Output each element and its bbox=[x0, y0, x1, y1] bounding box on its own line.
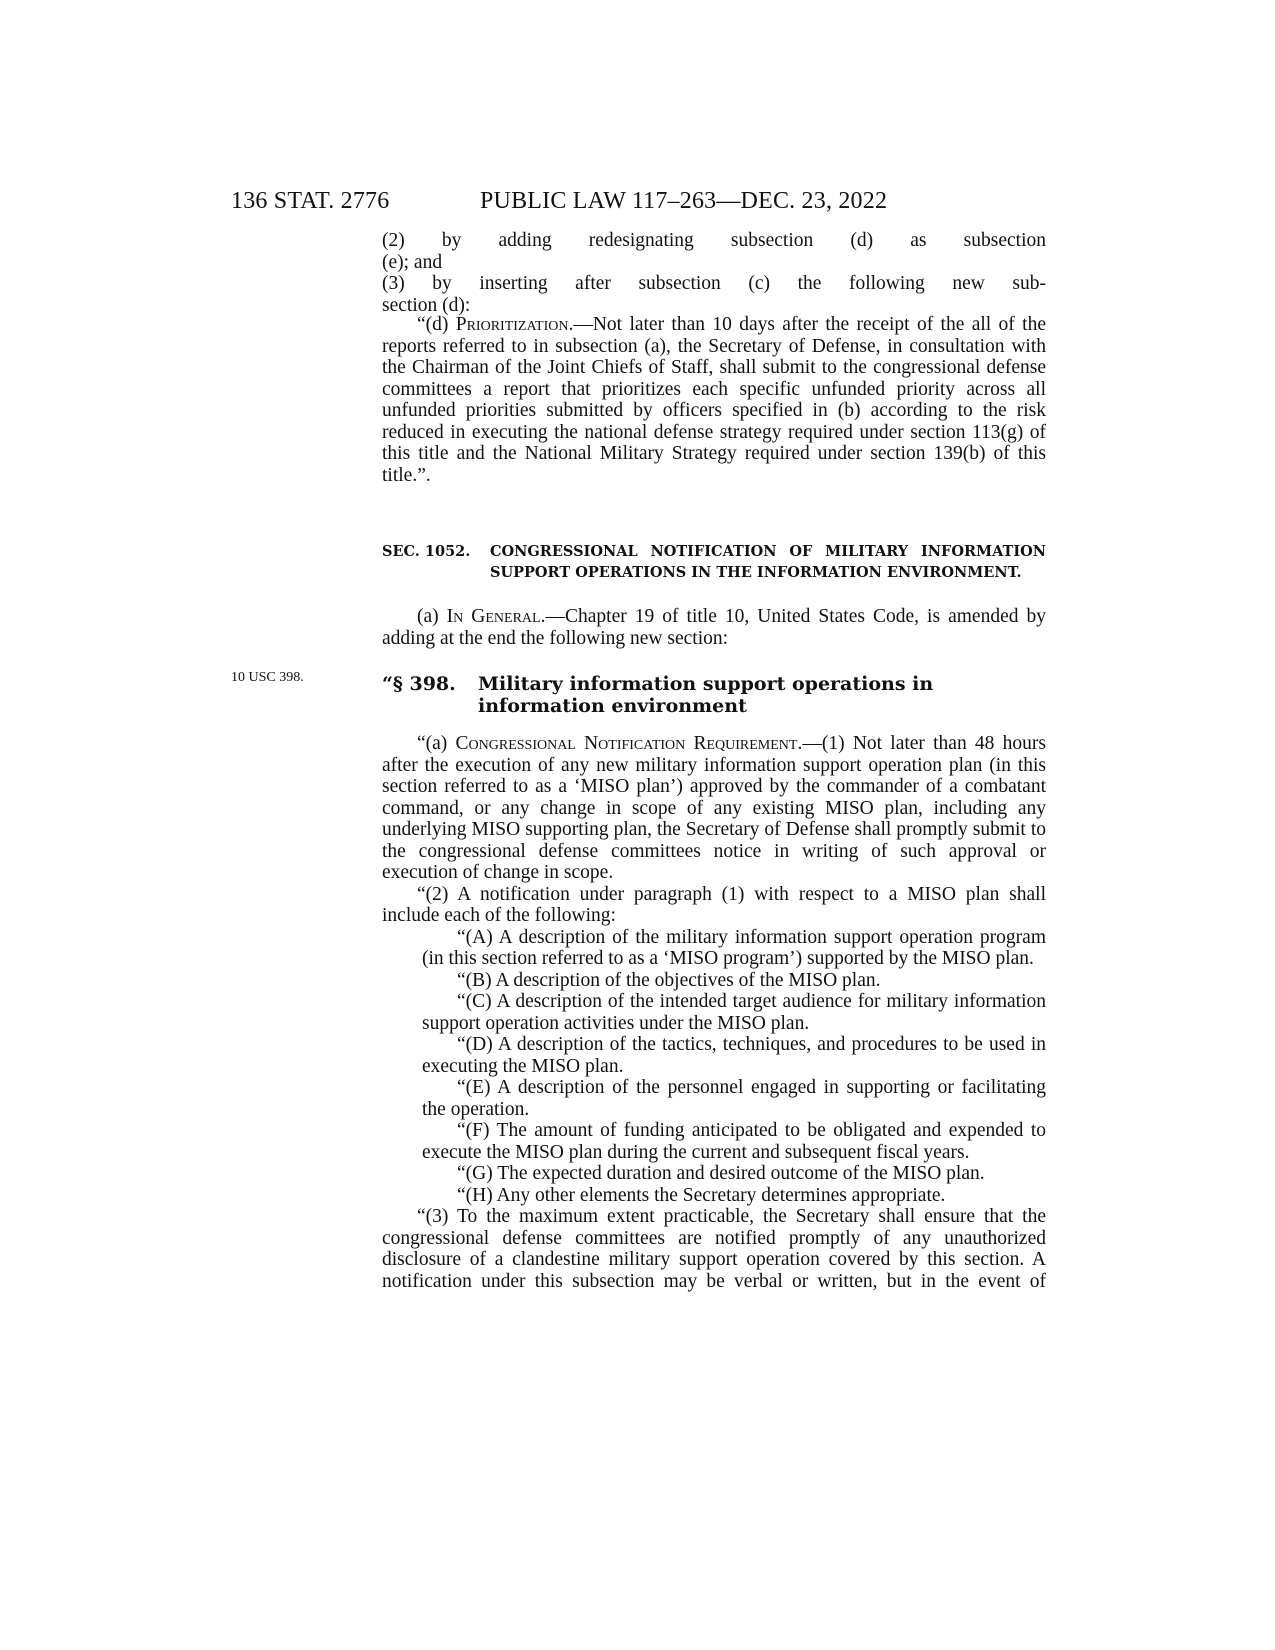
section-title: CONGRESSIONAL NOTIFICATION OF MILITARY INFORMATION SUPPORT OPERATIONS IN THE INFORMATION ENVIRONMENT. bbox=[490, 543, 1046, 581]
page-header-stat: 136 STAT. 2776 bbox=[231, 188, 390, 214]
list-item-a: “(A) A description of the military information support operation program (in this section referred to as a ‘MISO program’) supported by the MISO plan. bbox=[422, 926, 1046, 969]
amendment-paragraph-2-cont: (e); and bbox=[382, 251, 443, 273]
subsection-a-paragraph-2: “(2) A notification under paragraph (1) with respect to a MISO plan shall include each of the following: bbox=[382, 883, 1046, 926]
list-item-e: “(E) A description of the personnel engaged in supporting or facilitating the operation. bbox=[422, 1077, 1046, 1120]
prioritization-heading: Prioritization bbox=[455, 314, 569, 335]
section-heading bbox=[382, 541, 1046, 583]
amendment-paragraph-3-cont: section (d): bbox=[382, 294, 471, 316]
subsection-a-block bbox=[382, 733, 1046, 1292]
list-item-f: “(F) The amount of funding anticipated to be obligated and expended to execute the MISO plan during the current and subsequent fiscal years. bbox=[422, 1120, 1046, 1163]
list-item-b: “(B) A description of the objectives of the MISO plan. bbox=[457, 969, 881, 991]
margin-note: 10 USC 398. bbox=[231, 670, 304, 685]
in-general-block bbox=[382, 606, 1046, 649]
amendment-block bbox=[382, 230, 1046, 316]
section-number: SEC. 1052. bbox=[382, 543, 471, 560]
in-general-heading: In General bbox=[446, 606, 541, 627]
prioritization-block bbox=[382, 314, 1046, 486]
amendment-paragraph-3-line1: (3) by inserting after subsection (c) the following new sub- bbox=[382, 273, 1046, 294]
amendment-paragraph-2-line1: (2) by adding redesignating subsection (d) as subsection bbox=[382, 230, 1046, 251]
subsection-a-paragraph-3: “(3) To the maximum extent practicable, the Secretary shall ensure that the congressional defense committees are notified promptly of any unauthorized disclosure of a clandestine military support operation covered by this section. A notification under this subsection may be verbal or written, but in the event of bbox=[382, 1206, 1046, 1292]
subsection-a-heading: Congressional Notification Requirement bbox=[455, 733, 798, 754]
in-general-paragraph: (a) In General.—Chapter 19 of title 10, United States Code, is amended by adding at the end the following new section: bbox=[382, 606, 1046, 649]
new-section-symbol: “§ 398. bbox=[382, 673, 456, 695]
prioritization-paragraph: “(d) Prioritization.—Not later than 10 days after the receipt of the all of the reports referred to in subsection (a), the Secretary of Defense, in consultation with the Chairman of the Joint Chiefs of Staff, shall submit to the congressional defense committees a report that prioritizes each specific unfunded priority across all unfunded priorities submitted by officers specified in (b) according to the risk reduced in executing the national defense strategy required under section 113(g) of this title and the National Military Strategy required under section 139(b) of this title.”. bbox=[382, 314, 1046, 486]
list-item-g: “(G) The expected duration and desired outcome of the MISO plan. bbox=[457, 1163, 985, 1184]
subsection-a-paragraph-1: “(a) Congressional Notification Requirement.—(1) Not later than 48 hours after the execution of any new military information support operation plan (in this section referred to as a ‘MISO plan’) approved by the commander of a combatant command, or any change in scope of any existing MISO plan, including any underlying MISO supporting plan, the Secretary of Defense shall promptly submit to the congressional defense committees notice in writing of such approval or execution of change in scope. bbox=[382, 733, 1046, 883]
list-item-d: “(D) A description of the tactics, techniques, and procedures to be used in executing the MISO plan. bbox=[422, 1034, 1046, 1077]
list-item-c: “(C) A description of the intended target audience for military information support operation activities under the MISO plan. bbox=[422, 991, 1046, 1034]
new-section-title: Military information support operations in information environment bbox=[478, 673, 934, 717]
amendment-paragraph-3 bbox=[382, 273, 1046, 295]
list-item-h: “(H) Any other elements the Secretary determines appropriate. bbox=[457, 1184, 946, 1206]
amendment-paragraph-2 bbox=[382, 230, 1046, 252]
page-header-law: PUBLIC LAW 117–263—DEC. 23, 2022 bbox=[480, 188, 888, 214]
new-section-heading bbox=[382, 673, 1046, 717]
